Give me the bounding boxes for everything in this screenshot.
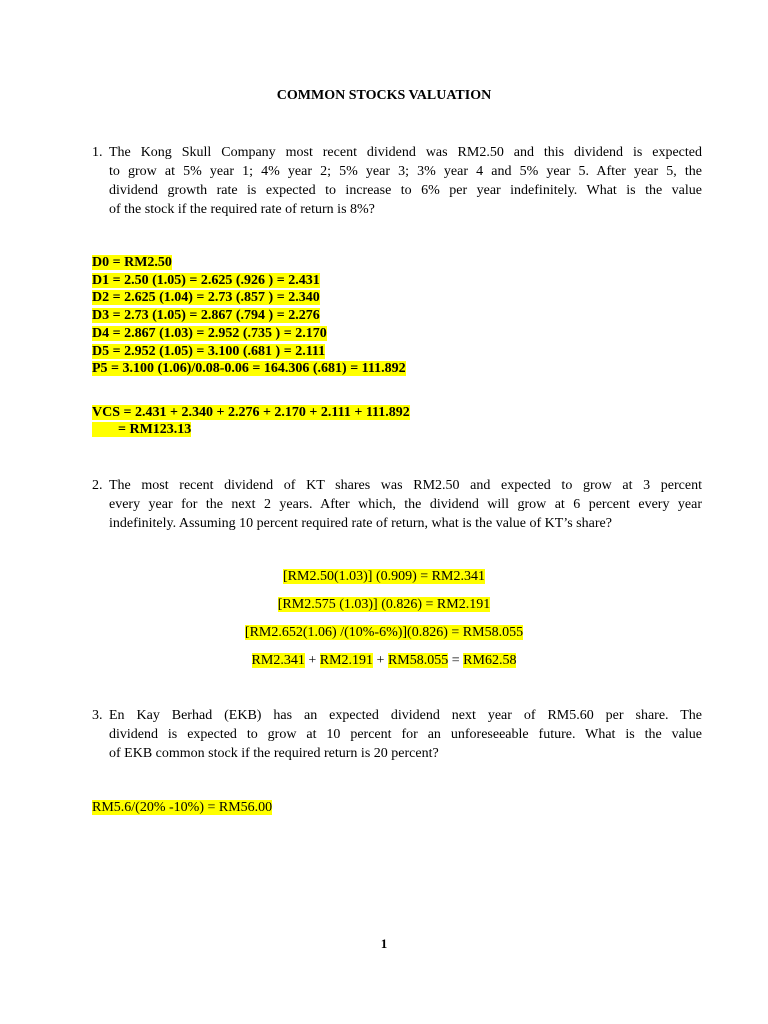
question-number: 3. bbox=[92, 708, 103, 723]
page-title: COMMON STOCKS VALUATION bbox=[276, 88, 492, 103]
solution-line: D0 = RM2.50 bbox=[92, 255, 172, 270]
question-text-line: dividend growth rate is expected to increase to 6% per year indefinitely. What is the value bbox=[109, 183, 702, 198]
question-3 bbox=[92, 706, 702, 763]
question-text-line: of EKB common stock if the required return is 20 percent? bbox=[109, 746, 439, 761]
solution-line: P5 = 3.100 (1.06)/0.08-0.06 = 164.306 (.681) = 111.892 bbox=[92, 361, 406, 377]
plus-sign: + bbox=[308, 653, 317, 668]
solution-line: D3 = 2.73 (1.05) = 2.867 (.794 ) = 2.276 bbox=[92, 308, 320, 324]
sum-result: RM62.58 bbox=[463, 653, 517, 668]
solution-line: D4 = 2.867 (1.03) = 2.952 (.735 ) = 2.170 bbox=[92, 325, 327, 341]
solution-line: D2 = 2.625 (1.04) = 2.73 (.857 ) = 2.340 bbox=[92, 290, 320, 306]
vcs-result: = RM123.13 bbox=[92, 422, 191, 437]
question-number: 2. bbox=[92, 478, 103, 493]
sum-term: RM2.341 bbox=[251, 653, 305, 668]
sum-term: RM2.191 bbox=[319, 653, 374, 668]
q1-solution bbox=[92, 254, 406, 378]
q3-answer bbox=[92, 800, 272, 816]
page-number: 1 bbox=[380, 936, 388, 951]
question-text-line: of the stock if the required rate of return is 8%? bbox=[109, 202, 375, 217]
plus-sign: + bbox=[376, 653, 385, 668]
vcs-line: VCS = 2.431 + 2.340 + 2.276 + 2.170 + 2.111 + 111.892 bbox=[92, 405, 410, 420]
question-text-line: every year for the next 2 years. After which, the dividend will grow at 6 percent every year bbox=[109, 497, 702, 512]
q1-vcs bbox=[92, 404, 410, 438]
question-text-line: indefinitely. Assuming 10 percent required rate of return, what is the value of KT’s share? bbox=[109, 516, 612, 531]
solution-line: D1 = 2.50 (1.05) = 2.625 (.926 ) = 2.431 bbox=[92, 272, 320, 288]
solution-line: D5 = 2.952 (1.05) = 3.100 (.681 ) = 2.111 bbox=[92, 343, 326, 359]
question-number: 1. bbox=[92, 145, 103, 160]
question-2 bbox=[92, 476, 702, 533]
sum-term: RM58.055 bbox=[387, 653, 449, 668]
question-text-line: En Kay Berhad (EKB) has an expected dividend next year of RM5.60 per share. The bbox=[109, 708, 702, 723]
q2-solution bbox=[0, 563, 768, 675]
question-text-line: The Kong Skull Company most recent dividend was RM2.50 and this dividend is expected bbox=[109, 145, 702, 160]
solution-line: [RM2.652(1.06) /(10%-6%)](0.826) = RM58.055 bbox=[244, 625, 524, 640]
question-text-line: to grow at 5% year 1; 4% year 2; 5% year 3; 3% year 4 and 5% year 5. After year 5, the bbox=[109, 164, 702, 179]
equals-sign: = bbox=[451, 653, 460, 668]
solution-line: [RM2.50(1.03)] (0.909) = RM2.341 bbox=[283, 569, 485, 584]
question-1 bbox=[92, 143, 702, 219]
solution-line: [RM2.575 (1.03)] (0.826) = RM2.191 bbox=[277, 597, 491, 612]
question-text-line: dividend is expected to grow at 10 percent for an unforeseeable future. What is the value bbox=[109, 727, 702, 742]
sum-line bbox=[0, 647, 768, 675]
answer-line: RM5.6/(20% -10%) = RM56.00 bbox=[92, 800, 273, 815]
question-text-line: The most recent dividend of KT shares was RM2.50 and expected to grow at 3 percent bbox=[109, 478, 702, 493]
